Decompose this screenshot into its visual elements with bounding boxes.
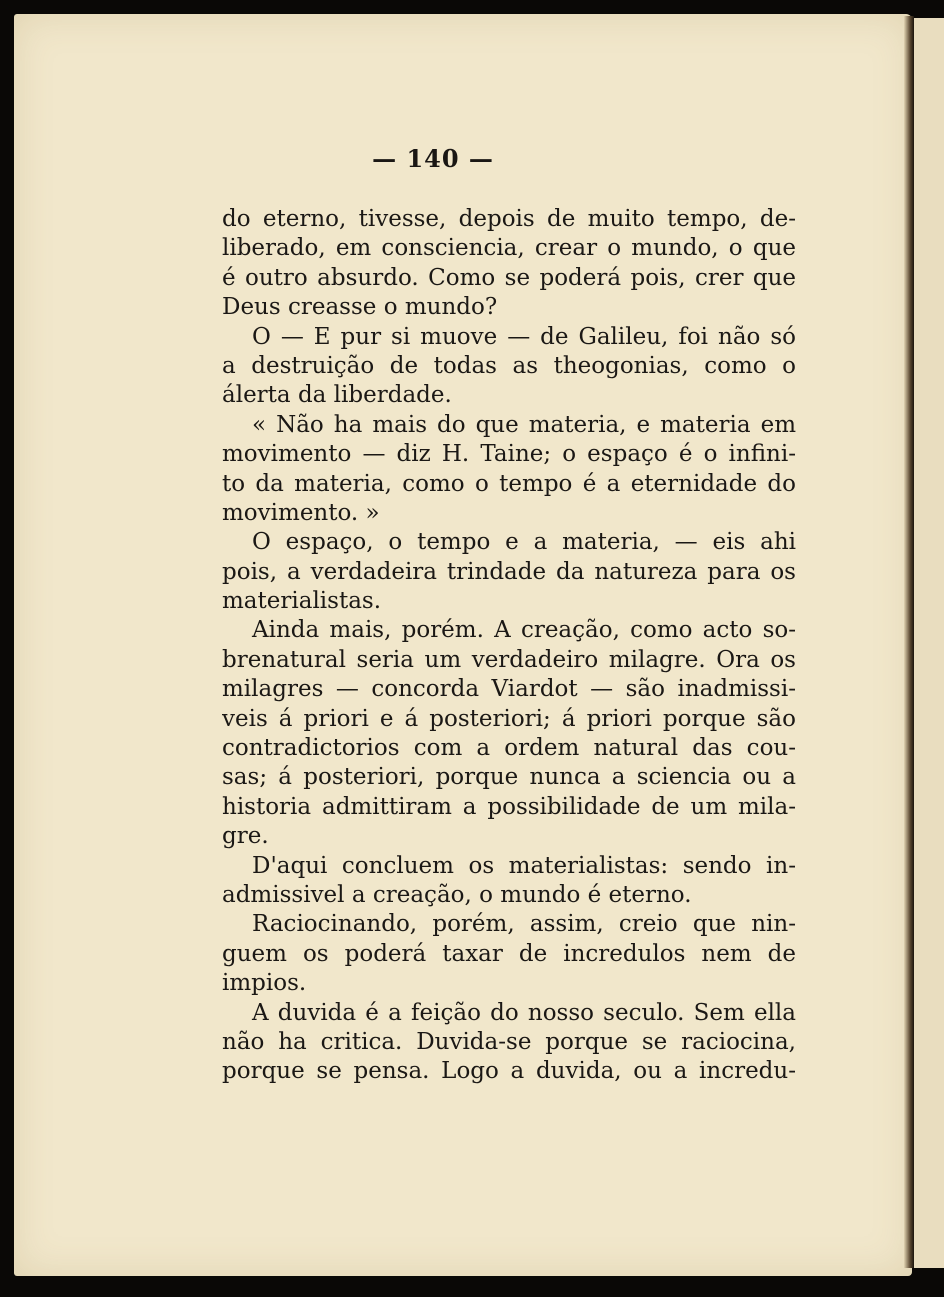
text-line: movimento. » [222,499,380,526]
next-page-edge [912,18,944,1268]
text-line: gre. [222,823,269,850]
page-spine-edge [904,16,914,1268]
text-line: movimento — diz H. Taine; o espaço é o infini- [222,441,796,468]
text-line: liberado, em consciencia, crear o mundo, o que [222,235,796,262]
text-line: pois, a verdadeira trindade da natureza para os [222,558,796,585]
text-line: não ha critica. Duvida-se porque se raciocina, [222,1028,796,1055]
text-line: Ainda mais, porém. A creação, como acto so- [252,617,796,644]
text-line: O espaço, o tempo e a materia, — eis ahi [252,529,796,556]
text-line: milagres — concorda Viardot — são inadmissi- [222,676,796,703]
text-line: do eterno, tivesse, depois de muito tempo, de- [222,206,796,232]
text-line: sas; á posteriori, porque nunca a sciencia ou a [222,764,796,791]
text-line: materialistas. [222,588,382,615]
book-page [14,14,912,1276]
text-line: Raciocinando, porém, assim, creio que nin- [252,911,796,938]
text-line: brenatural seria um verdadeiro milagre. Ora os [222,646,796,673]
text-line: « Não ha mais do que materia, e materia em [252,411,796,438]
text-line: é outro absurdo. Como se poderá pois, crer que [222,264,796,291]
text-line: porque se pensa. Logo a duvida, ou a incredu- [222,1058,796,1085]
text-line: veis á priori e á posteriori; á priori porque são [222,705,796,732]
text-line: guem os poderá taxar de incredulos nem de [222,940,796,967]
text-line: D'aqui concluem os materialistas: sendo in- [252,852,796,879]
text-line: to da materia, como o tempo é a eternidade do [222,470,796,497]
text-line: historia admittiram a possibilidade de um mila- [222,793,796,820]
page-number: — 140 — [372,144,494,173]
text-line: impios. [222,970,307,997]
text-line: A duvida é a feição do nosso seculo. Sem ella [252,999,796,1026]
text-line: admissivel a creação, o mundo é eterno. [222,881,692,908]
text-line: álerta da liberdade. [222,382,452,409]
text-line: Deus creasse o mundo? [222,294,498,321]
text-line: O — E pur si muove — de Galileu, foi não só [252,323,796,350]
body-text [222,205,796,1087]
text-line: contradictorios com a ordem natural das cou- [222,735,796,762]
text-line: a destruição de todas as theogonias, como o [222,352,796,379]
